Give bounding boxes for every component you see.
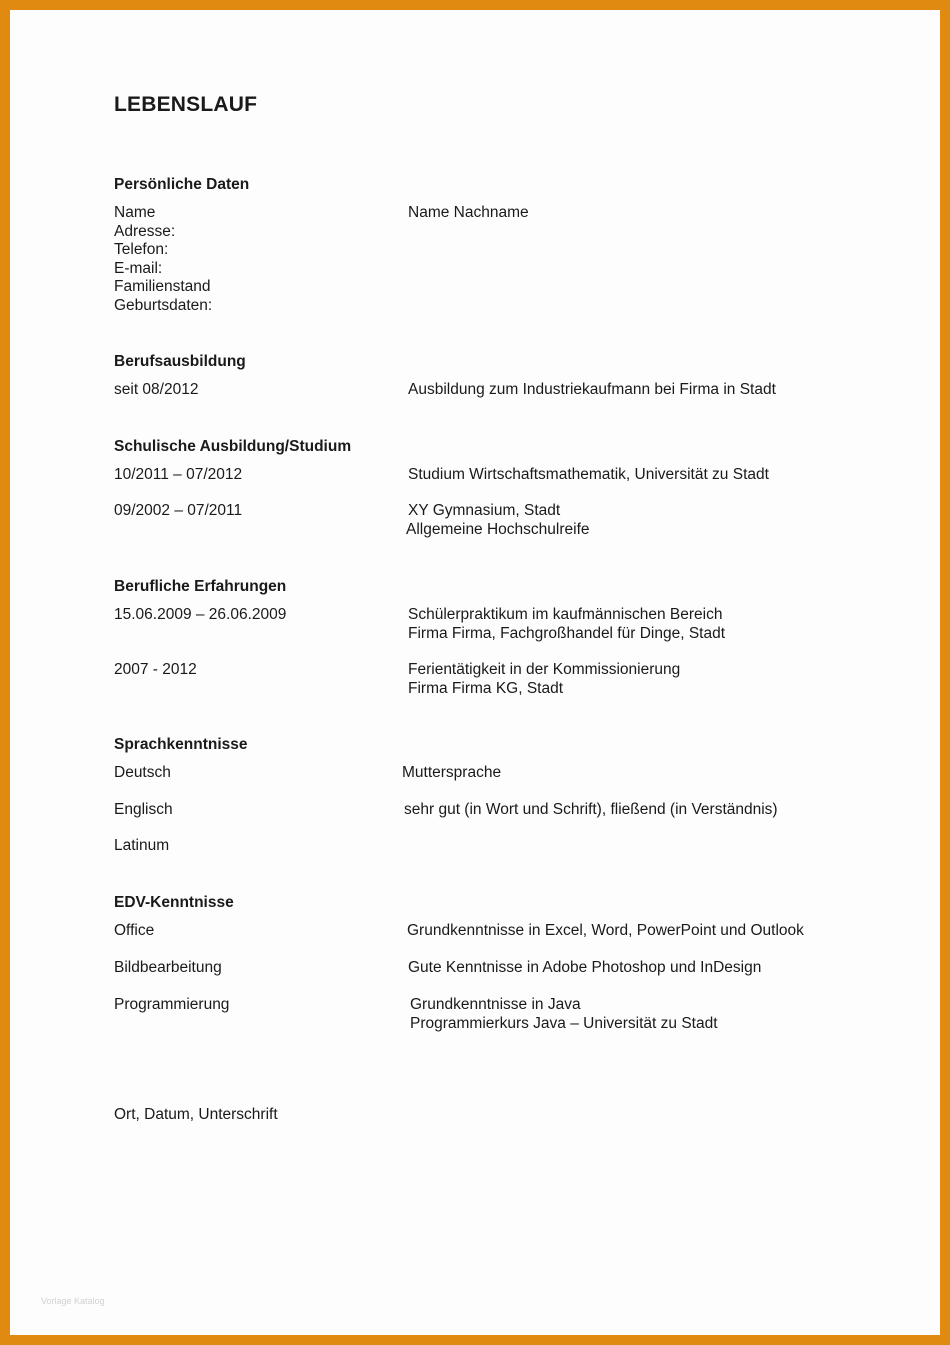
label-address: Adresse: — [114, 222, 176, 240]
value-name: Name Nachname — [408, 204, 529, 221]
watermark: Vorlage Katalog — [41, 1296, 105, 1306]
label-name: Name — [114, 204, 156, 221]
label-phone: Telefon: — [114, 241, 169, 258]
language-label-german: Deutsch — [114, 764, 171, 781]
experience-1-line-2: Firma Firma, Fachgroßhandel für Dinge, Stadt — [408, 624, 726, 642]
vocational-date: seit 08/2012 — [114, 381, 199, 398]
experience-2-line-1: Ferientätigkeit in der Kommissionierung — [408, 661, 681, 678]
section-heading-it: EDV-Kenntnisse — [114, 894, 234, 911]
school-date-2: 09/2002 – 07/2011 — [114, 502, 243, 519]
section-heading-personal: Persönliche Daten — [114, 176, 250, 193]
it-programming-line-2: Programmierkurs Java – Universität zu Stadt — [410, 1014, 718, 1032]
vocational-description: Ausbildung zum Industriekaufmann bei Firma in Stadt — [408, 381, 776, 398]
language-value-german: Muttersprache — [402, 764, 502, 781]
document-page — [10, 10, 940, 1335]
section-heading-experience: Berufliche Erfahrungen — [114, 578, 287, 595]
experience-description-2 — [408, 661, 680, 698]
school-date-1: 10/2011 – 07/2012 — [114, 466, 243, 483]
school-description-2b: Allgemeine Hochschulreife — [406, 521, 590, 538]
language-label-latin: Latinum — [114, 837, 170, 854]
school-description-2: XY Gymnasium, Stadt — [408, 502, 561, 519]
experience-date-2: 2007 - 2012 — [114, 661, 197, 678]
experience-2-line-2: Firma Firma KG, Stadt — [408, 679, 564, 697]
it-value-image-editing: Gute Kenntnisse in Adobe Photoshop und InDesign — [408, 959, 762, 976]
label-marital-status: Familienstand — [114, 278, 211, 295]
signature-line: Ort, Datum, Unterschrift — [114, 1106, 278, 1123]
language-label-english: Englisch — [114, 801, 173, 818]
it-value-programming — [410, 996, 718, 1033]
section-heading-school: Schulische Ausbildung/Studium — [114, 438, 352, 455]
experience-1-line-1: Schülerpraktikum im kaufmännischen Bereich — [408, 606, 723, 623]
it-label-image-editing: Bildbearbeitung — [114, 959, 222, 976]
language-value-english: sehr gut (in Wort und Schrift), fließend (in Verständnis) — [404, 801, 778, 818]
experience-description-1 — [408, 606, 725, 643]
personal-labels — [114, 204, 212, 315]
experience-date-1: 15.06.2009 – 26.06.2009 — [114, 606, 287, 623]
it-label-office: Office — [114, 922, 155, 939]
section-heading-vocational: Berufsausbildung — [114, 353, 246, 370]
it-label-programming: Programmierung — [114, 996, 230, 1013]
label-birth-data: Geburtsdaten: — [114, 296, 213, 314]
section-heading-languages: Sprachkenntnisse — [114, 736, 248, 753]
document-title: LEBENSLAUF — [114, 93, 258, 116]
it-value-office: Grundkenntnisse in Excel, Word, PowerPoint und Outlook — [407, 922, 804, 939]
label-email: E-mail: — [114, 259, 163, 277]
school-description-1: Studium Wirtschaftsmathematik, Universität zu Stadt — [408, 466, 769, 483]
it-programming-line-1: Grundkenntnisse in Java — [410, 996, 581, 1013]
